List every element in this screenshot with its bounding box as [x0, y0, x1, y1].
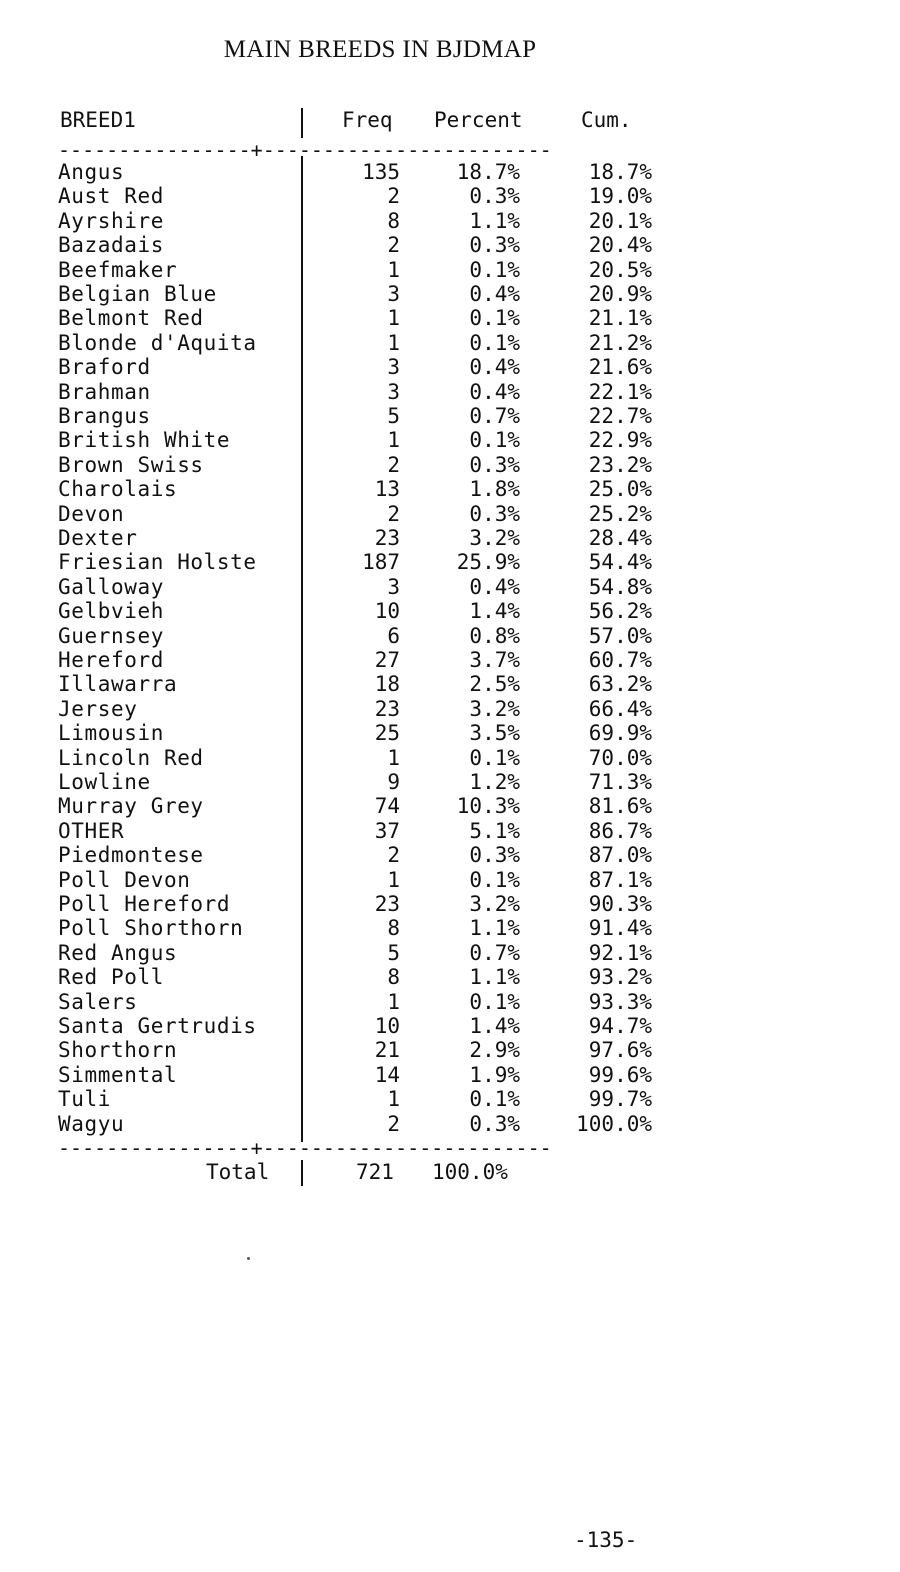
- table-row: [0, 990, 900, 1014]
- cum-cell: 54.8%: [588, 574, 652, 599]
- percent-cell: 5.1%: [469, 818, 520, 843]
- percent-cell: 1.1%: [469, 208, 520, 233]
- freq-cell: 1: [387, 428, 400, 453]
- freq-cell: 74: [374, 794, 400, 819]
- breed-cell: Charolais: [58, 477, 178, 502]
- cum-cell: 93.3%: [588, 989, 652, 1014]
- freq-cell: 23: [374, 526, 400, 550]
- freq-cell: 18: [374, 672, 400, 697]
- page-number: -135-: [574, 1528, 638, 1552]
- header-breed: BREED1: [60, 108, 136, 132]
- percent-cell: 0.3%: [469, 233, 520, 258]
- freq-cell: 2: [387, 843, 400, 868]
- table-row: [0, 697, 900, 721]
- percent-cell: 0.4%: [469, 282, 520, 306]
- freq-cell: 1: [387, 257, 400, 282]
- breed-cell: Braford: [58, 355, 151, 380]
- table-row: [0, 306, 900, 330]
- percent-cell: 0.4%: [469, 379, 520, 404]
- cum-cell: 21.6%: [588, 355, 652, 380]
- table-row: [0, 1038, 900, 1062]
- breed-cell: Lincoln Red: [58, 745, 204, 770]
- breed-cell: Belgian Blue: [58, 282, 217, 306]
- cum-cell: 20.9%: [588, 282, 652, 306]
- percent-cell: 0.3%: [469, 452, 520, 477]
- freq-cell: 25: [374, 721, 400, 746]
- table-row: [0, 868, 900, 892]
- percent-cell: 2.5%: [469, 672, 520, 697]
- table-row: [0, 672, 900, 696]
- freq-cell: 3: [387, 379, 400, 404]
- breed-cell: Angus: [58, 160, 125, 184]
- freq-cell: 3: [387, 282, 400, 306]
- table-row: [0, 502, 900, 526]
- freq-cell: 2: [387, 233, 400, 258]
- cum-cell: 23.2%: [588, 452, 652, 477]
- table-row: [0, 380, 900, 404]
- percent-cell: 0.4%: [469, 355, 520, 380]
- breed-cell: Beefmaker: [58, 257, 178, 282]
- breed-cell: Friesian Holste: [58, 550, 257, 575]
- freq-cell: 2: [387, 501, 400, 526]
- percent-cell: 0.1%: [469, 1087, 520, 1112]
- scan-speck: [247, 1257, 250, 1260]
- percent-cell: 1.4%: [469, 1014, 520, 1038]
- table-row: [0, 160, 900, 184]
- table-row: [0, 184, 900, 208]
- cum-cell: 94.7%: [588, 1014, 652, 1038]
- cum-cell: 87.0%: [588, 843, 652, 868]
- table-row: [0, 843, 900, 867]
- breed-cell: Hereford: [58, 648, 164, 672]
- breed-cell: Tuli: [58, 1087, 111, 1112]
- table-row: [0, 209, 900, 233]
- table-row: [0, 819, 900, 843]
- table-row: [0, 233, 900, 257]
- table-row: [0, 477, 900, 501]
- table-row: [0, 892, 900, 916]
- freq-cell: 1: [387, 306, 400, 331]
- breed-cell: Poll Devon: [58, 867, 191, 892]
- table-row: [0, 599, 900, 623]
- column-divider: [301, 1160, 303, 1186]
- freq-cell: 2: [387, 452, 400, 477]
- column-divider: [301, 108, 303, 138]
- table-row: [0, 746, 900, 770]
- percent-cell: 3.2%: [469, 696, 520, 721]
- cum-cell: 28.4%: [588, 526, 652, 550]
- cum-cell: 21.1%: [588, 306, 652, 331]
- header-rule: ----------------+------------------------: [58, 138, 552, 162]
- page-title: MAIN BREEDS IN BJDMAP: [223, 36, 537, 63]
- percent-cell: 0.3%: [469, 1111, 520, 1136]
- table-row: [0, 355, 900, 379]
- breed-cell: Salers: [58, 989, 138, 1014]
- freq-cell: 1: [387, 1087, 400, 1112]
- percent-cell: 18.7%: [456, 160, 520, 184]
- freq-cell: 10: [374, 599, 400, 624]
- breed-cell: Guernsey: [58, 623, 164, 648]
- cum-cell: 87.1%: [588, 867, 652, 892]
- table-row: [0, 428, 900, 452]
- cum-cell: 90.3%: [588, 892, 652, 916]
- freq-cell: 23: [374, 696, 400, 721]
- freq-cell: 10: [374, 1014, 400, 1038]
- freq-cell: 8: [387, 965, 400, 990]
- percent-cell: 1.1%: [469, 916, 520, 941]
- table-row: [0, 648, 900, 672]
- table-row: [0, 624, 900, 648]
- cum-cell: 63.2%: [588, 672, 652, 697]
- breed-cell: Red Angus: [58, 940, 178, 965]
- percent-cell: 0.1%: [469, 257, 520, 282]
- percent-cell: 3.5%: [469, 721, 520, 746]
- freq-cell: 3: [387, 355, 400, 380]
- breed-cell: Belmont Red: [58, 306, 204, 331]
- breed-cell: Santa Gertrudis: [58, 1014, 257, 1038]
- freq-cell: 21: [374, 1038, 400, 1063]
- breed-cell: Brown Swiss: [58, 452, 204, 477]
- cum-cell: 91.4%: [588, 916, 652, 941]
- cum-cell: 18.7%: [588, 160, 652, 184]
- breed-cell: Poll Shorthorn: [58, 916, 244, 941]
- table-row: [0, 550, 900, 574]
- header-cum: Cum.: [581, 108, 632, 132]
- breed-cell: Lowline: [58, 770, 151, 794]
- breed-cell: OTHER: [58, 818, 125, 843]
- freq-cell: 1: [387, 745, 400, 770]
- percent-cell: 0.1%: [469, 867, 520, 892]
- table-row: [0, 404, 900, 428]
- table-row: [0, 453, 900, 477]
- cum-cell: 93.2%: [588, 965, 652, 990]
- freq-cell: 8: [387, 208, 400, 233]
- percent-cell: 3.2%: [469, 892, 520, 916]
- cum-cell: 21.2%: [588, 330, 652, 355]
- freq-cell: 6: [387, 623, 400, 648]
- percent-cell: 1.2%: [469, 770, 520, 794]
- cum-cell: 71.3%: [588, 770, 652, 794]
- breed-cell: Red Poll: [58, 965, 164, 990]
- percent-cell: 0.1%: [469, 428, 520, 453]
- percent-cell: 0.4%: [469, 574, 520, 599]
- breed-cell: Wagyu: [58, 1111, 125, 1136]
- table-row: [0, 258, 900, 282]
- percent-cell: 0.3%: [469, 501, 520, 526]
- percent-cell: 0.8%: [469, 623, 520, 648]
- percent-cell: 0.1%: [469, 306, 520, 331]
- freq-cell: 9: [387, 770, 400, 794]
- header-freq: Freq: [342, 108, 393, 132]
- breed-cell: Aust Red: [58, 184, 164, 209]
- freq-cell: 2: [387, 184, 400, 209]
- breed-cell: Dexter: [58, 526, 138, 550]
- freq-cell: 5: [387, 404, 400, 428]
- cum-cell: 20.4%: [588, 233, 652, 258]
- freq-cell: 5: [387, 940, 400, 965]
- breed-cell: Brahman: [58, 379, 151, 404]
- breed-cell: Poll Hereford: [58, 892, 231, 916]
- breed-cell: Shorthorn: [58, 1038, 178, 1063]
- cum-cell: 22.7%: [588, 404, 652, 428]
- breed-cell: Brangus: [58, 404, 151, 428]
- cum-cell: 66.4%: [588, 696, 652, 721]
- cum-cell: 70.0%: [588, 745, 652, 770]
- cum-cell: 19.0%: [588, 184, 652, 209]
- cum-cell: 54.4%: [588, 550, 652, 575]
- table-row: [0, 526, 900, 550]
- cum-cell: 25.2%: [588, 501, 652, 526]
- percent-cell: 0.3%: [469, 184, 520, 209]
- percent-cell: 0.1%: [469, 745, 520, 770]
- total-percent: 100.0%: [432, 1160, 508, 1184]
- table-row: [0, 1087, 900, 1111]
- table-row: [0, 941, 900, 965]
- breed-cell: British White: [58, 428, 231, 453]
- breed-cell: Blonde d'Aquita: [58, 330, 257, 355]
- percent-cell: 10.3%: [456, 794, 520, 819]
- table-row: [0, 575, 900, 599]
- breed-cell: Limousin: [58, 721, 164, 746]
- breed-cell: Simmental: [58, 1062, 178, 1087]
- cum-cell: 60.7%: [588, 648, 652, 672]
- cum-cell: 56.2%: [588, 599, 652, 624]
- cum-cell: 22.9%: [588, 428, 652, 453]
- freq-cell: 23: [374, 892, 400, 916]
- cum-cell: 20.1%: [588, 208, 652, 233]
- table-row: [0, 794, 900, 818]
- cum-cell: 86.7%: [588, 818, 652, 843]
- breed-cell: Gelbvieh: [58, 599, 164, 624]
- table-row: [0, 770, 900, 794]
- cum-cell: 57.0%: [588, 623, 652, 648]
- table-row: [0, 965, 900, 989]
- cum-cell: 69.9%: [588, 721, 652, 746]
- cum-cell: 25.0%: [588, 477, 652, 502]
- percent-cell: 1.4%: [469, 599, 520, 624]
- freq-cell: 1: [387, 867, 400, 892]
- freq-cell: 14: [374, 1062, 400, 1087]
- table-row: [0, 1063, 900, 1087]
- table-row: [0, 282, 900, 306]
- percent-cell: 0.7%: [469, 940, 520, 965]
- freq-cell: 27: [374, 648, 400, 672]
- table-row: [0, 331, 900, 355]
- breed-cell: Murray Grey: [58, 794, 204, 819]
- table-row: [0, 916, 900, 940]
- table-row: [0, 1112, 900, 1136]
- freq-cell: 13: [374, 477, 400, 502]
- freq-cell: 1: [387, 989, 400, 1014]
- freq-cell: 8: [387, 916, 400, 941]
- freq-cell: 1: [387, 330, 400, 355]
- percent-cell: 0.1%: [469, 330, 520, 355]
- total-freq: 721: [356, 1160, 394, 1184]
- total-label: Total: [206, 1160, 270, 1184]
- percent-cell: 3.2%: [469, 526, 520, 550]
- cum-cell: 22.1%: [588, 379, 652, 404]
- cum-cell: 92.1%: [588, 940, 652, 965]
- breed-cell: Bazadais: [58, 233, 164, 258]
- percent-cell: 1.8%: [469, 477, 520, 502]
- table-row: [0, 721, 900, 745]
- cum-cell: 97.6%: [588, 1038, 652, 1063]
- percent-cell: 3.7%: [469, 648, 520, 672]
- cum-cell: 99.6%: [588, 1062, 652, 1087]
- freq-cell: 2: [387, 1111, 400, 1136]
- breed-cell: Galloway: [58, 574, 164, 599]
- percent-cell: 25.9%: [456, 550, 520, 575]
- footer-rule: ----------------+------------------------: [58, 1136, 552, 1160]
- percent-cell: 0.3%: [469, 843, 520, 868]
- percent-cell: 2.9%: [469, 1038, 520, 1063]
- freq-cell: 135: [362, 160, 400, 184]
- breed-cell: Ayrshire: [58, 208, 164, 233]
- cum-cell: 20.5%: [588, 257, 652, 282]
- freq-cell: 37: [374, 818, 400, 843]
- percent-cell: 1.1%: [469, 965, 520, 990]
- percent-cell: 0.1%: [469, 989, 520, 1014]
- percent-cell: 1.9%: [469, 1062, 520, 1087]
- cum-cell: 81.6%: [588, 794, 652, 819]
- header-percent: Percent: [434, 108, 523, 132]
- cum-cell: 100.0%: [576, 1111, 652, 1136]
- freq-cell: 3: [387, 574, 400, 599]
- breed-cell: Illawarra: [58, 672, 178, 697]
- breed-cell: Jersey: [58, 696, 138, 721]
- freq-cell: 187: [362, 550, 400, 575]
- breed-cell: Devon: [58, 501, 125, 526]
- cum-cell: 99.7%: [588, 1087, 652, 1112]
- percent-cell: 0.7%: [469, 404, 520, 428]
- table-row: [0, 1014, 900, 1038]
- breed-cell: Piedmontese: [58, 843, 204, 868]
